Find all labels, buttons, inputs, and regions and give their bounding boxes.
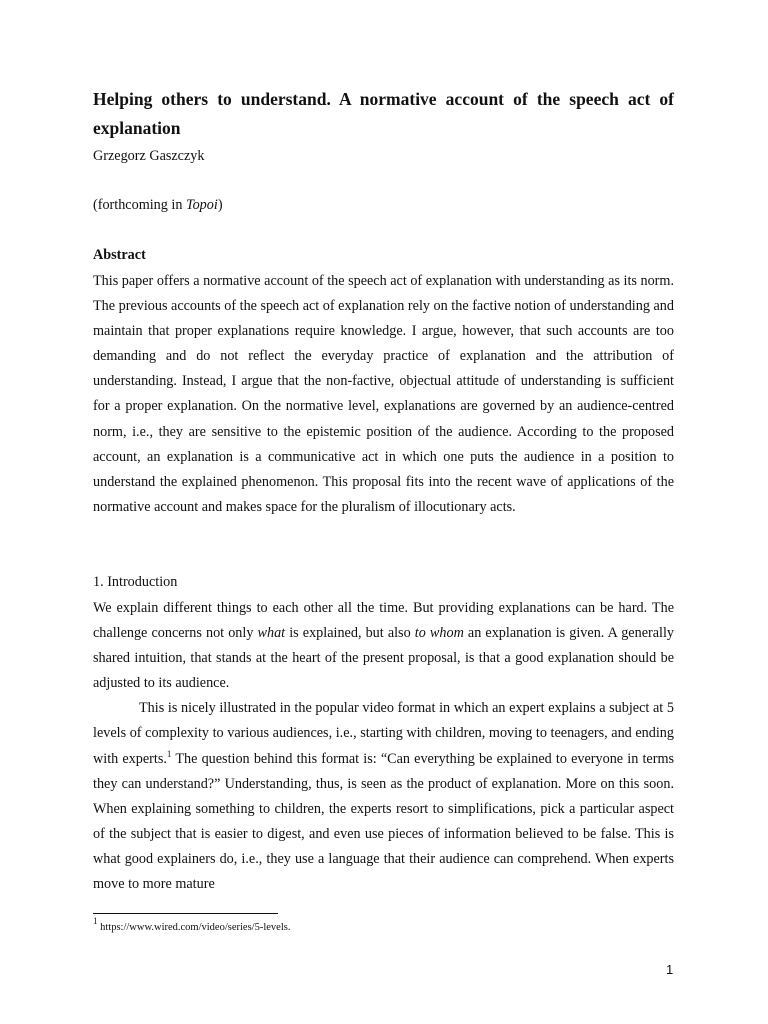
paragraph-text: an explanation is given. A generally shared intuition, that stands at the heart of the present proposal, is that a good explanation should be adjusted to its audience. (93, 625, 674, 692)
author-name: Grzegorz Gaszczyk (93, 148, 205, 164)
paragraph-text: We explain different things to each other all the time. But providing explanations can be hard. The challenge concerns not only (93, 600, 674, 642)
footnote-reference: 1 (166, 748, 172, 759)
introduction-paragraph (93, 696, 674, 897)
abstract-text: This paper offers a normative account of the speech act of explanation with understanding as its norm. The previous accounts of the speech act of explanation rely on the factive notion of understanding and maintain that proper explanations require knowledge. I argue, however, that such accounts are too demanding and do not reflect the everyday practice of explanation and the attribution of understanding. Instead, I argue that the non-factive, objectual attitude of understanding is sufficient for a proper explanation. On the normative level, explanations are governed by an audience-centred norm, i.e., they are sensitive to the epistemic position of the audience. According to the proposed account, an explanation is a communicative act in which one puts the audience in a position to understand the explained phenomenon. This proposal fits into the recent wave of applications of the normative account and makes space for the pluralism of illocutionary acts. (93, 273, 674, 515)
paper-title: Helping others to understand. A normative account of the speech act of explanation (93, 89, 674, 138)
section-heading-introduction: 1. Introduction (93, 574, 178, 590)
publication-note-suffix: ) (217, 197, 223, 213)
introduction-paragraph (93, 596, 674, 696)
paragraph-text: is explained, but also (285, 625, 415, 642)
footnote-divider (93, 913, 278, 914)
paragraph-text: This is nicely illustrated in the popular video format in which an expert explains a subject at 5 levels of complexity to various audiences, i.e., starting with children, moving to teenagers, and ending with experts. (93, 700, 674, 767)
emphasis-text: what (257, 625, 286, 642)
page-number: 1 (666, 962, 674, 977)
publication-note-prefix: (forthcoming in (93, 197, 186, 213)
emphasis-text: to whom (414, 625, 464, 642)
footnote-number: 1 (93, 916, 98, 926)
footnote (93, 916, 291, 936)
journal-name: Topoi (186, 197, 218, 213)
abstract-heading: Abstract (93, 247, 146, 263)
introduction-body (93, 596, 674, 897)
paragraph-text: The question behind this format is: “Can everything be explained to everyone in terms they can understand?” Understanding, thus, is seen as the product of explanation. More on this soon. When explaining something to children, the experts resort to simplifications, pick a particular aspect of the subject that is easier to digest, and even use pieces of information believed to be false. This is what good explainers do, i.e., they use a language that their audience can comprehend. When experts move to more mature (93, 750, 674, 893)
publication-note (93, 195, 223, 215)
footnote-text: https://www.wired.com/video/series/5-levels. (97, 922, 291, 933)
